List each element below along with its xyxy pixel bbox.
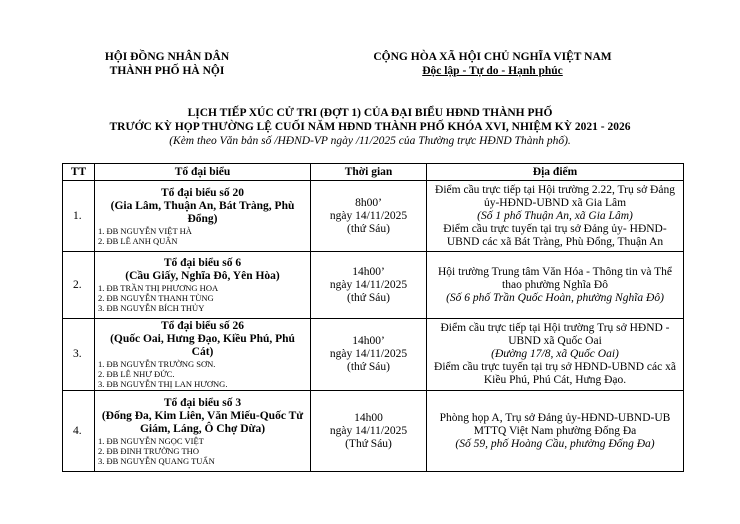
delegate-group-cell [95,391,311,472]
place-line: Phòng họp A, Trụ sở Đảng ủy-HĐND-UBND-UB MTTQ Việt Nam phường Đống Đa [439,411,671,437]
group-name: Tổ đại biểu số 26 [160,320,245,332]
weekday: (thứ Sáu) [347,291,390,304]
place-line: Điểm cầu trực tiếp tại Hội trường 2.22, Trụ sở Đảng ủy-HĐND-UBND xã Gia Lâm [435,183,675,209]
title-line-2: TRƯỚC KỲ HỌP THƯỜNG LỆ CUỐI NĂM HĐND THÀNH PHỐ KHÓA XVI, NHIỆM KỲ 2021 - 2026 [109,121,631,133]
weekday: (thứ Sáu) [347,222,390,235]
place-cell [427,252,684,319]
time-cell [311,252,427,319]
member: 1. ĐB TRẦN THỊ PHƯƠNG HOA [98,283,219,293]
time-cell [311,391,427,472]
weekday: (thứ Sáu) [347,361,390,373]
group-area: (Cầu Giấy, Nghĩa Đô, Yên Hòa) [125,270,280,282]
place-line: Hội trường Trung tâm Văn Hóa - Thông tin và Thể thao phường Nghĩa Đô [438,265,672,291]
header-place: Địa điểm [427,164,684,181]
group-name: Tổ đại biểu số 3 [163,396,242,409]
place-line: Điểm cầu trực tuyến tại trụ sở HĐND-UBND các xã Kiều Phú, Phú Cát, Hưng Đạo. [434,361,676,386]
row-number: 1. [63,181,95,252]
row-number: 4. [63,391,95,472]
member: 1. ĐB NGUYỄN TRƯỜNG SƠN. [98,359,216,369]
member: 1. ĐB NGUYỄN NGỌC VIỆT [98,435,204,446]
member: 3. ĐB NGUYỄN THỊ LAN HƯƠNG. [98,379,228,389]
place-line: Điểm cầu trực tiếp tại Hội trường Trụ sở HĐND - UBND xã Quốc Oai [440,322,670,347]
document-title [60,106,680,134]
member: 2. ĐB ĐINH TRƯỜNG THO [98,445,199,456]
title-line-1: LỊCH TIẾP XÚC CỬ TRI (ĐỢT 1) CỦA ĐẠI BIỂU HĐND THÀNH PHỐ [187,107,553,119]
member: 1. ĐB NGUYỄN VIỆT HÀ [98,225,192,236]
group-name: Tổ đại biểu số 20 [160,186,245,199]
place-address: (Số 59, phố Hoàng Cầu, phường Đống Đa) [455,437,655,450]
place-cell [427,391,684,472]
table-header-row [63,164,684,181]
member: 2. ĐB LÊ NHƯ ĐỨC. [98,369,175,379]
header-time: Thời gian [311,164,427,181]
group-area: (Đống Đa, Kim Liên, Văn Miếu-Quốc Tử Giám, Láng, Ô Chợ Dừa) [101,409,304,435]
place-address: (Đường 17/8, xã Quốc Oai) [491,348,619,360]
time: 8h00’ [355,196,382,209]
row-number: 3. [63,319,95,391]
weekday: (Thứ Sáu) [345,437,392,450]
national-line-1: CỘNG HÒA XÃ HỘI CHỦ NGHĨA VIỆT NAM [373,51,612,63]
table-row [63,391,684,472]
place-cell [427,181,684,252]
header-tt: TT [63,164,95,181]
place-address: (Số 6 phố Trần Quốc Hoàn, phường Nghĩa Đô) [446,291,664,304]
time: 14h00’ [352,265,385,278]
issuer-line-2: THÀNH PHỐ HÀ NỘI [109,65,225,77]
member: 2. ĐB LÊ ANH QUÂN [98,235,178,246]
schedule-table [62,163,684,472]
national-motto: Độc lập - Tự do - Hạnh phúc [422,65,563,77]
time: 14h00 [354,411,383,424]
place-line: Điểm cầu trực tuyến tại trụ sở Đảng ủy- HĐND-UBND các xã Bát Tràng, Phù Đổng, Thuận An [443,222,667,248]
place-cell [427,319,684,391]
date: ngày 14/11/2025 [329,424,408,437]
national-header [360,50,625,78]
group-area: (Quốc Oai, Hưng Đạo, Kiều Phú, Phú Cát) [110,333,295,358]
group-area: (Gia Lâm, Thuận An, Bát Tràng, Phù Đổng) [110,199,295,225]
time-cell [311,181,427,252]
reference-note: (Kèm theo Văn bản số /HĐND-VP ngày /11/2025 của Thường trực HĐND Thành phố). [169,135,571,147]
date: ngày 14/11/2025 [329,209,408,222]
time-cell [311,319,427,391]
date: ngày 14/11/2025 [329,278,408,291]
delegate-group-cell [95,252,311,319]
time: 14h00’ [352,335,385,347]
delegate-group-cell [95,319,311,391]
member: 3. ĐB NGUYỄN BÍCH THỦY [98,303,205,313]
table-row [63,252,684,319]
place-address: (Số 1 phố Thuận An, xã Gia Lâm) [477,209,633,222]
issuer-header [92,50,242,78]
member: 2. ĐB NGUYỄN THANH TÙNG [98,293,214,303]
date: ngày 14/11/2025 [329,348,408,360]
table-row [63,181,684,252]
row-number: 2. [63,252,95,319]
issuer-line-1: HỘI ĐỒNG NHÂN DÂN [104,51,230,63]
delegate-group-cell [95,181,311,252]
table-row [63,319,684,391]
member: 3. ĐB NGUYỄN QUANG TUẤN [98,455,215,466]
header-group: Tổ đại biểu [95,164,311,181]
group-name: Tổ đại biểu số 6 [163,257,242,269]
